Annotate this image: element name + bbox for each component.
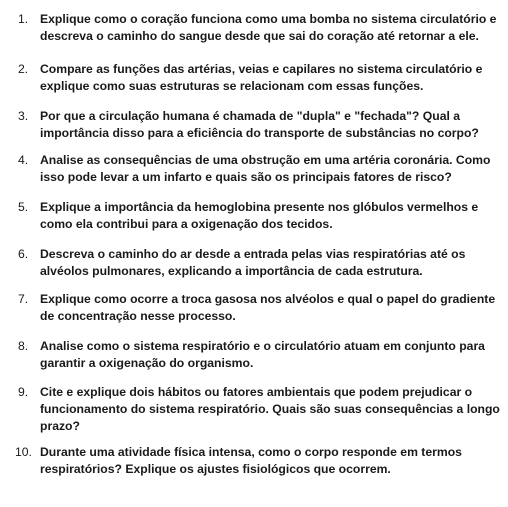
question-number: 9. bbox=[18, 385, 29, 399]
question-line: Descreva o caminho do ar desde a entrada pelas vias respiratórias até os bbox=[40, 247, 466, 261]
question-line: garantir a oxigenação do organismo. bbox=[40, 356, 254, 370]
question-text bbox=[40, 108, 502, 142]
question-text bbox=[40, 291, 502, 325]
question-text bbox=[40, 61, 502, 95]
question-line: funcionamento do sistema respiratório. Quais são suas consequências a longo bbox=[40, 402, 500, 416]
question-number: 1. bbox=[18, 12, 29, 26]
question-number: 4. bbox=[18, 153, 29, 167]
question-line: alvéolos pulmonares, explicando a importância de cada estrutura. bbox=[40, 264, 423, 278]
question-number: 2. bbox=[18, 62, 29, 76]
question-number: 5. bbox=[18, 200, 29, 214]
question-line: Analise as consequências de uma obstrução em uma artéria coronária. Como bbox=[40, 153, 491, 167]
question-line: Compare as funções das artérias, veias e capilares no sistema circulatório e bbox=[40, 62, 483, 76]
question-text bbox=[40, 246, 502, 280]
question-text bbox=[40, 11, 502, 45]
question-number: 8. bbox=[18, 339, 29, 353]
question-line: descreva o caminho do sangue desde que sai do coração até retornar a ele. bbox=[40, 29, 479, 43]
question-line: Analise como o sistema respiratório e o circulatório atuam em conjunto para bbox=[40, 339, 485, 353]
question-number: 10. bbox=[15, 445, 32, 459]
question-line: Cite e explique dois hábitos ou fatores ambientais que podem prejudicar o bbox=[40, 385, 473, 399]
question-line: como ela contribui para a oxigenação dos tecidos. bbox=[40, 217, 333, 231]
question-text bbox=[40, 338, 502, 372]
question-text bbox=[40, 199, 502, 233]
question-line: isso pode levar a um infarto e quais são os principais fatores de risco? bbox=[40, 170, 452, 184]
question-text bbox=[40, 384, 502, 435]
question-number: 6. bbox=[18, 247, 29, 261]
question-line: Explique a importância da hemoglobina presente nos glóbulos vermelhos e bbox=[40, 200, 479, 214]
question-line: Por que a circulação humana é chamada de "dupla" e "fechada"? Qual a bbox=[40, 109, 461, 123]
question-text bbox=[40, 444, 502, 478]
question-number: 3. bbox=[18, 109, 29, 123]
question-line: de concentração nesse processo. bbox=[40, 309, 236, 323]
question-line: importância disso para a eficiência do transporte de substâncias no corpo? bbox=[40, 126, 479, 140]
question-line: Durante uma atividade física intensa, como o corpo responde em termos bbox=[40, 445, 462, 459]
question-line: prazo? bbox=[40, 419, 80, 433]
question-line: respiratórios? Explique os ajustes fisiológicos que ocorrem. bbox=[40, 462, 391, 476]
question-number: 7. bbox=[18, 292, 29, 306]
question-text bbox=[40, 152, 502, 186]
question-line: explique como suas estruturas se relacionam com essas funções. bbox=[40, 79, 424, 93]
question-line: Explique como o coração funciona como uma bomba no sistema circulatório e bbox=[40, 12, 497, 26]
question-line: Explique como ocorre a troca gasosa nos alvéolos e qual o papel do gradiente bbox=[40, 292, 496, 306]
